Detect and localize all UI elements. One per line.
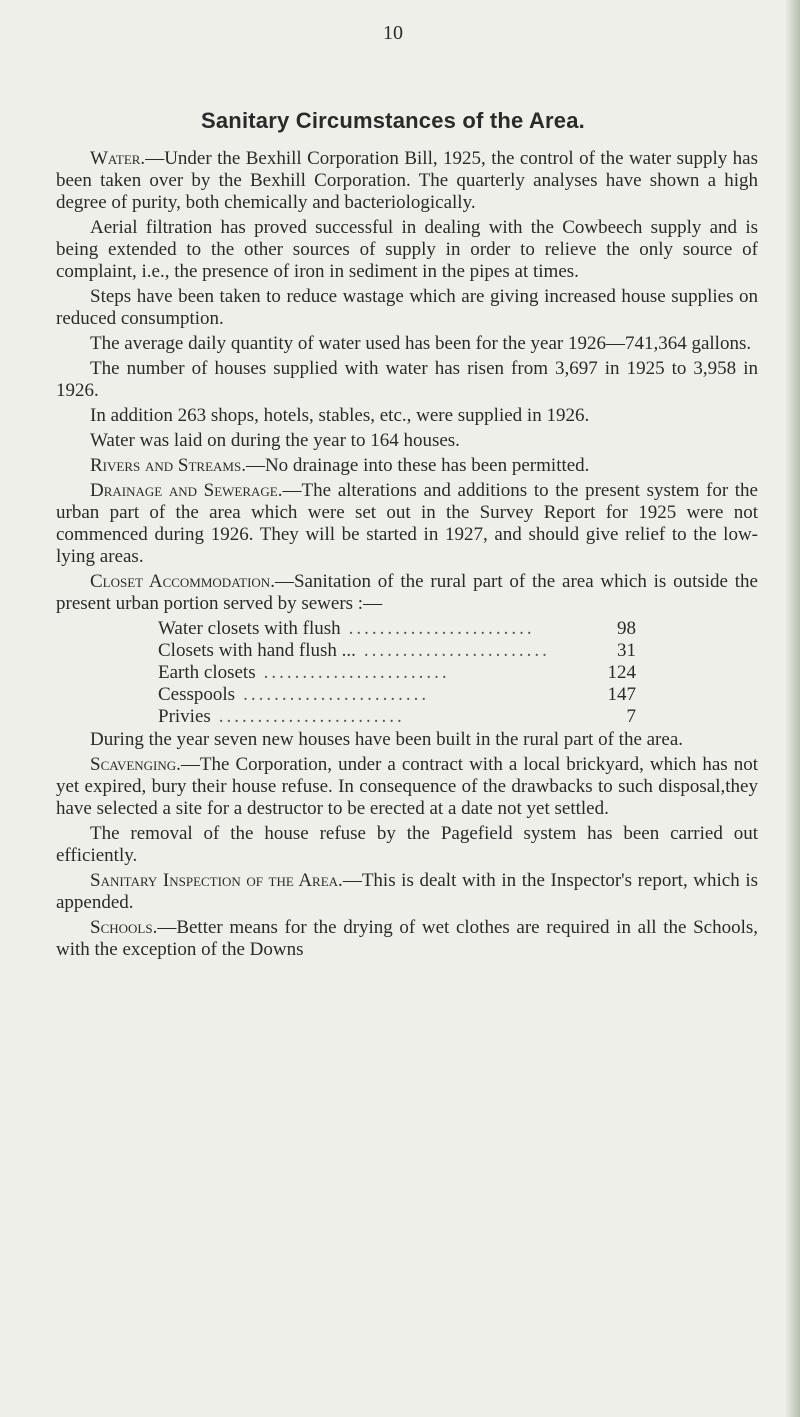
- section-heading: Sanitary Circumstances of the Area.: [201, 108, 585, 133]
- page-edge: [786, 0, 800, 1417]
- closet-table: [158, 618, 636, 728]
- schools-paragraph: [56, 917, 758, 961]
- inspection-paragraph: [56, 870, 758, 914]
- water-text: —Under the Bexhill Corporation Bill, 1925, the control of the water supply has been taken over by the Bexhill Corporation. The quarterly analyses have shown a high degree of purity, both chemically and bacteriologically.: [56, 148, 758, 213]
- page-number: 10: [383, 22, 403, 44]
- row-label: Earth closets: [158, 662, 256, 683]
- water-paragraph-5: The number of houses supplied with water has risen from 3,697 in 1925 to 3,958 in 1926.: [56, 358, 758, 401]
- water-label: Water.: [90, 148, 146, 169]
- row-value: 7: [626, 706, 636, 727]
- inspection-text: —This is dealt with in the Inspector's report, which is appended.: [56, 870, 758, 913]
- schools-text: —Better means for the drying of wet clothes are required in all the Schools, with the exception of the Downs: [56, 917, 758, 960]
- scavenging-label: Scavenging.: [90, 754, 181, 775]
- water-paragraph-7: Water was laid on during the year to 164 houses.: [90, 430, 460, 451]
- water-paragraph: [56, 148, 758, 214]
- water-paragraph-3: Steps have been taken to reduce wastage which are giving increased house supplies on reduced consumption.: [56, 286, 758, 329]
- row-label: Privies: [158, 706, 211, 727]
- drainage-text: —The alterations and additions to the present system for the urban part of the area which were set out in the Survey Report for 1925 were not commenced during 1926. They will be started in 1927, and should give relief to the low-lying areas.: [56, 480, 758, 567]
- closet-label: Closet Accommodation.: [90, 571, 275, 592]
- row-value: 124: [607, 662, 636, 683]
- rivers-label: Rivers and Streams.: [90, 455, 246, 476]
- scavenging-paragraph: [56, 754, 758, 820]
- inspection-label: Sanitary Inspection of the Area.: [90, 870, 343, 891]
- row-label: Cesspools: [158, 684, 236, 705]
- document-body: [56, 148, 758, 964]
- rivers-text: —No drainage into these has been permitted.: [245, 455, 590, 476]
- table-row: Closets with hand flush ... ........................ 31: [158, 640, 636, 661]
- scavenging-text: —The Corporation, under a contract with a local brickyard, which has not yet expired, bury their house refuse. In consequence of the drawbacks to such disposal,they have selected a site for a destructor to be erected at a date not yet settled.: [56, 754, 758, 819]
- water-paragraph-6: In addition 263 shops, hotels, stables, etc., were supplied in 1926.: [90, 405, 590, 426]
- schools-label: Schools.: [90, 917, 158, 938]
- table-row: Earth closets ........................ 124: [158, 662, 636, 683]
- drainage-label: Drainage and Sewerage.: [90, 480, 283, 501]
- table-row: Water closets with flush ........................ 98: [158, 618, 636, 639]
- row-label: Water closets with flush: [158, 618, 341, 639]
- table-row: Cesspools ........................ 147: [158, 684, 636, 705]
- water-paragraph-4: The average daily quantity of water used has been for the year 1926—741,364 gallons.: [90, 333, 752, 354]
- row-value: 147: [607, 684, 636, 705]
- scavenging-paragraph-2: The removal of the house refuse by the Pagefield system has been carried out efficiently.: [56, 823, 758, 866]
- closet-after-paragraph: During the year seven new houses have been built in the rural part of the area.: [90, 729, 683, 750]
- row-value: 31: [617, 640, 636, 661]
- closet-paragraph: [56, 571, 758, 615]
- water-paragraph-2: Aerial filtration has proved successful in dealing with the Cowbeech supply and is being extended to the other sources of supply in order to relieve the only source of complaint, i.e., the presence of iron in sediment in the pipes at times.: [56, 217, 758, 282]
- closet-text: —Sanitation of the rural part of the area which is outside the present urban portion served by sewers :—: [56, 571, 758, 614]
- drainage-paragraph: [56, 480, 758, 568]
- row-value: 98: [617, 618, 636, 639]
- table-row: Privies ........................ 7: [158, 706, 636, 727]
- row-label: Closets with hand flush ...: [158, 640, 356, 661]
- rivers-paragraph: [56, 455, 758, 477]
